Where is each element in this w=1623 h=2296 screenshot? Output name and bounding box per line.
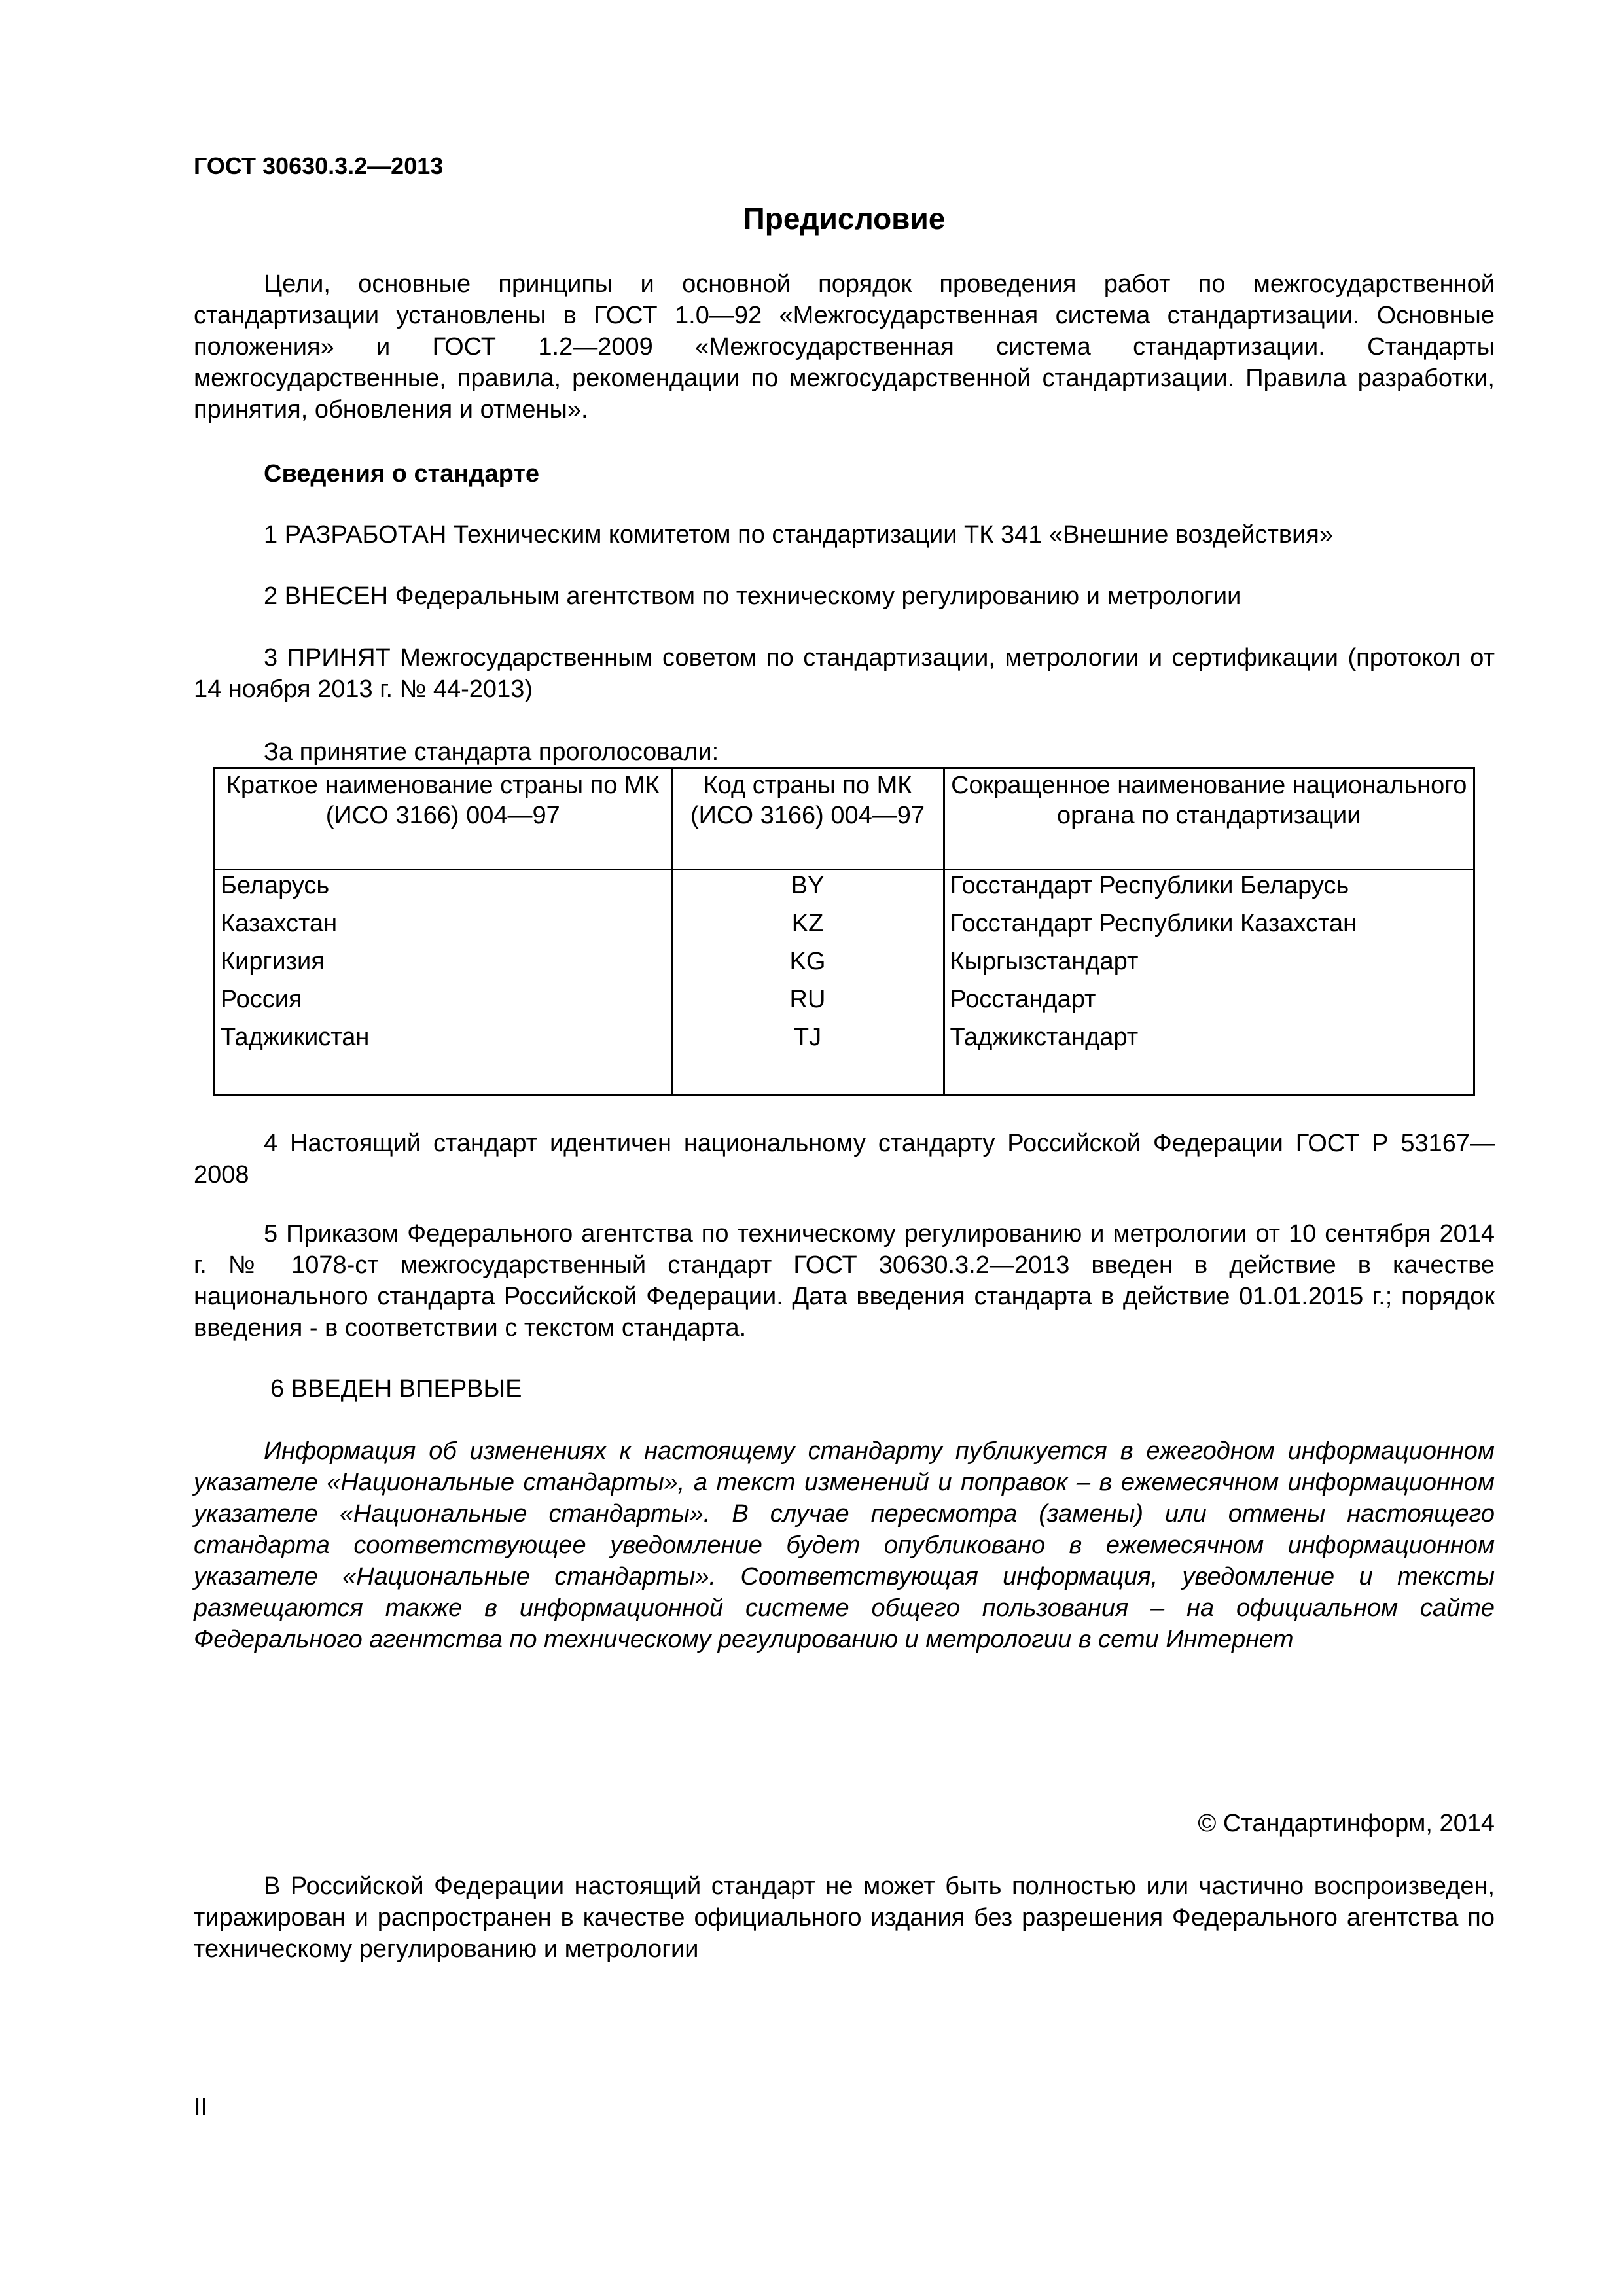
cell-body: Кыргызстандарт: [944, 946, 1473, 984]
item-1-developed: 1 РАЗРАБОТАН Техническим комитетом по стандартизации ТК 341 «Внешние воздействия»: [264, 521, 1334, 548]
votes-table: [215, 769, 1473, 1094]
cell-body: Госстандарт Республики Казахстан: [944, 908, 1473, 946]
document-code-header: ГОСТ 30630.3.2—2013: [194, 152, 444, 179]
empty-cell: [215, 1060, 671, 1094]
table-header-row: [215, 769, 1473, 870]
table-row: [215, 908, 1473, 946]
page-title: Предисловие: [743, 202, 946, 236]
table-row: [215, 984, 1473, 1022]
page-number: II: [194, 2094, 208, 2121]
item-3-adopted: 3 ПРИНЯТ Межгосударственным советом по стандартизации, метрологии и сертификации (протокол от 14 ноября 2013 г. № 44-2013): [194, 644, 1495, 703]
col-header-code: Код страны по МК (ИСО 3166) 004—97: [671, 769, 944, 870]
item-5-order: 5 Приказом Федерального агентства по техническому регулированию и метрологии от 10 сентября 2014 г. № 1078-ст межгосударственный стандарт ГОСТ 30630.3.2—2013 введен в действие в качестве национального стандарта Российской Федерации. Дата введения стандарта в действие 01.01.2015 г.; порядок введения - в соответствии с текстом стандарта.: [194, 1220, 1495, 1342]
table-row: [215, 870, 1473, 909]
cell-body: Росстандарт: [944, 984, 1473, 1022]
table-row: [215, 946, 1473, 984]
table-spacer-row: [215, 1060, 1473, 1094]
cell-code: RU: [671, 984, 944, 1022]
item-6-introduced: 6 ВВЕДЕН ВПЕРВЫЕ: [270, 1375, 522, 1403]
cell-country: Таджикистан: [221, 1024, 370, 1051]
cell-body: Госстандарт Республики Беларусь: [944, 870, 1473, 909]
copyright: © Стандартинформ, 2014: [1198, 1810, 1495, 1837]
cell-country: Россия: [221, 986, 302, 1013]
cell-country: Киргизия: [221, 948, 325, 975]
cell-code: KZ: [671, 908, 944, 946]
info-note: Информация об изменениях к настоящему стандарту публикуется в ежегодном информационном указателе «Национальные стандарты», а текст изменений и поправок – в ежемесячном информационном указателе «Национальные стандарты». В случае пересмотра (замены) или отмены настоящего стандарта соответствующее уведомление будет опубликовано в ежемесячном информационном указателе «Национальные стандарты». Соответствующая информация, уведомление и тексты размещаются также в информационной системе общего пользования – на официальном сайте Федерального агентства по техническому регулированию и метрологии в сети Интернет: [194, 1437, 1495, 1653]
empty-cell: [671, 1060, 944, 1094]
item-4-identical: 4 Настоящий стандарт идентичен национальному стандарту Российской Федерации ГОСТ Р 53167—2008: [194, 1130, 1495, 1189]
cell-country: Казахстан: [221, 910, 338, 937]
item-2-submitted: 2 ВНЕСЕН Федеральным агентством по техническому регулированию и метрологии: [264, 583, 1241, 610]
col-header-country: Краткое наименование страны по МК (ИСО 3166) 004—97: [215, 769, 671, 870]
cell-code: BY: [671, 870, 944, 909]
info-heading: Сведения о стандарте: [264, 460, 540, 488]
cell-body: Таджикстандарт: [944, 1022, 1473, 1060]
cell-country: Беларусь: [221, 872, 330, 899]
intro-paragraph: Цели, основные принципы и основной порядок проведения работ по межгосударственной стандартизации установлены в ГОСТ 1.0—92 «Межгосударственная система стандартизации. Основные положения» и ГОСТ 1.2—2009 «Межгосударственная система стандартизации. Стандарты межгосударственные, правила, рекомендации по межгосударственной стандартизации. Правила разработки, принятия, обновления и отмены».: [194, 270, 1495, 423]
cell-code: KG: [671, 946, 944, 984]
cell-code: TJ: [671, 1022, 944, 1060]
empty-cell: [944, 1060, 1473, 1094]
reproduction-notice: В Российской Федерации настоящий стандарт не может быть полностью или частично воспроизведен, тиражирован и распространен в качестве официального издания без разрешения Федерального агентства по техническому регулированию и метрологии: [194, 1873, 1495, 1963]
votes-table-frame: [213, 767, 1475, 1096]
table-row: [215, 1022, 1473, 1060]
voted-caption: За принятие стандарта проголосовали:: [264, 738, 719, 766]
col-header-body: Сокращенное наименование национального органа по стандартизации: [944, 769, 1473, 870]
